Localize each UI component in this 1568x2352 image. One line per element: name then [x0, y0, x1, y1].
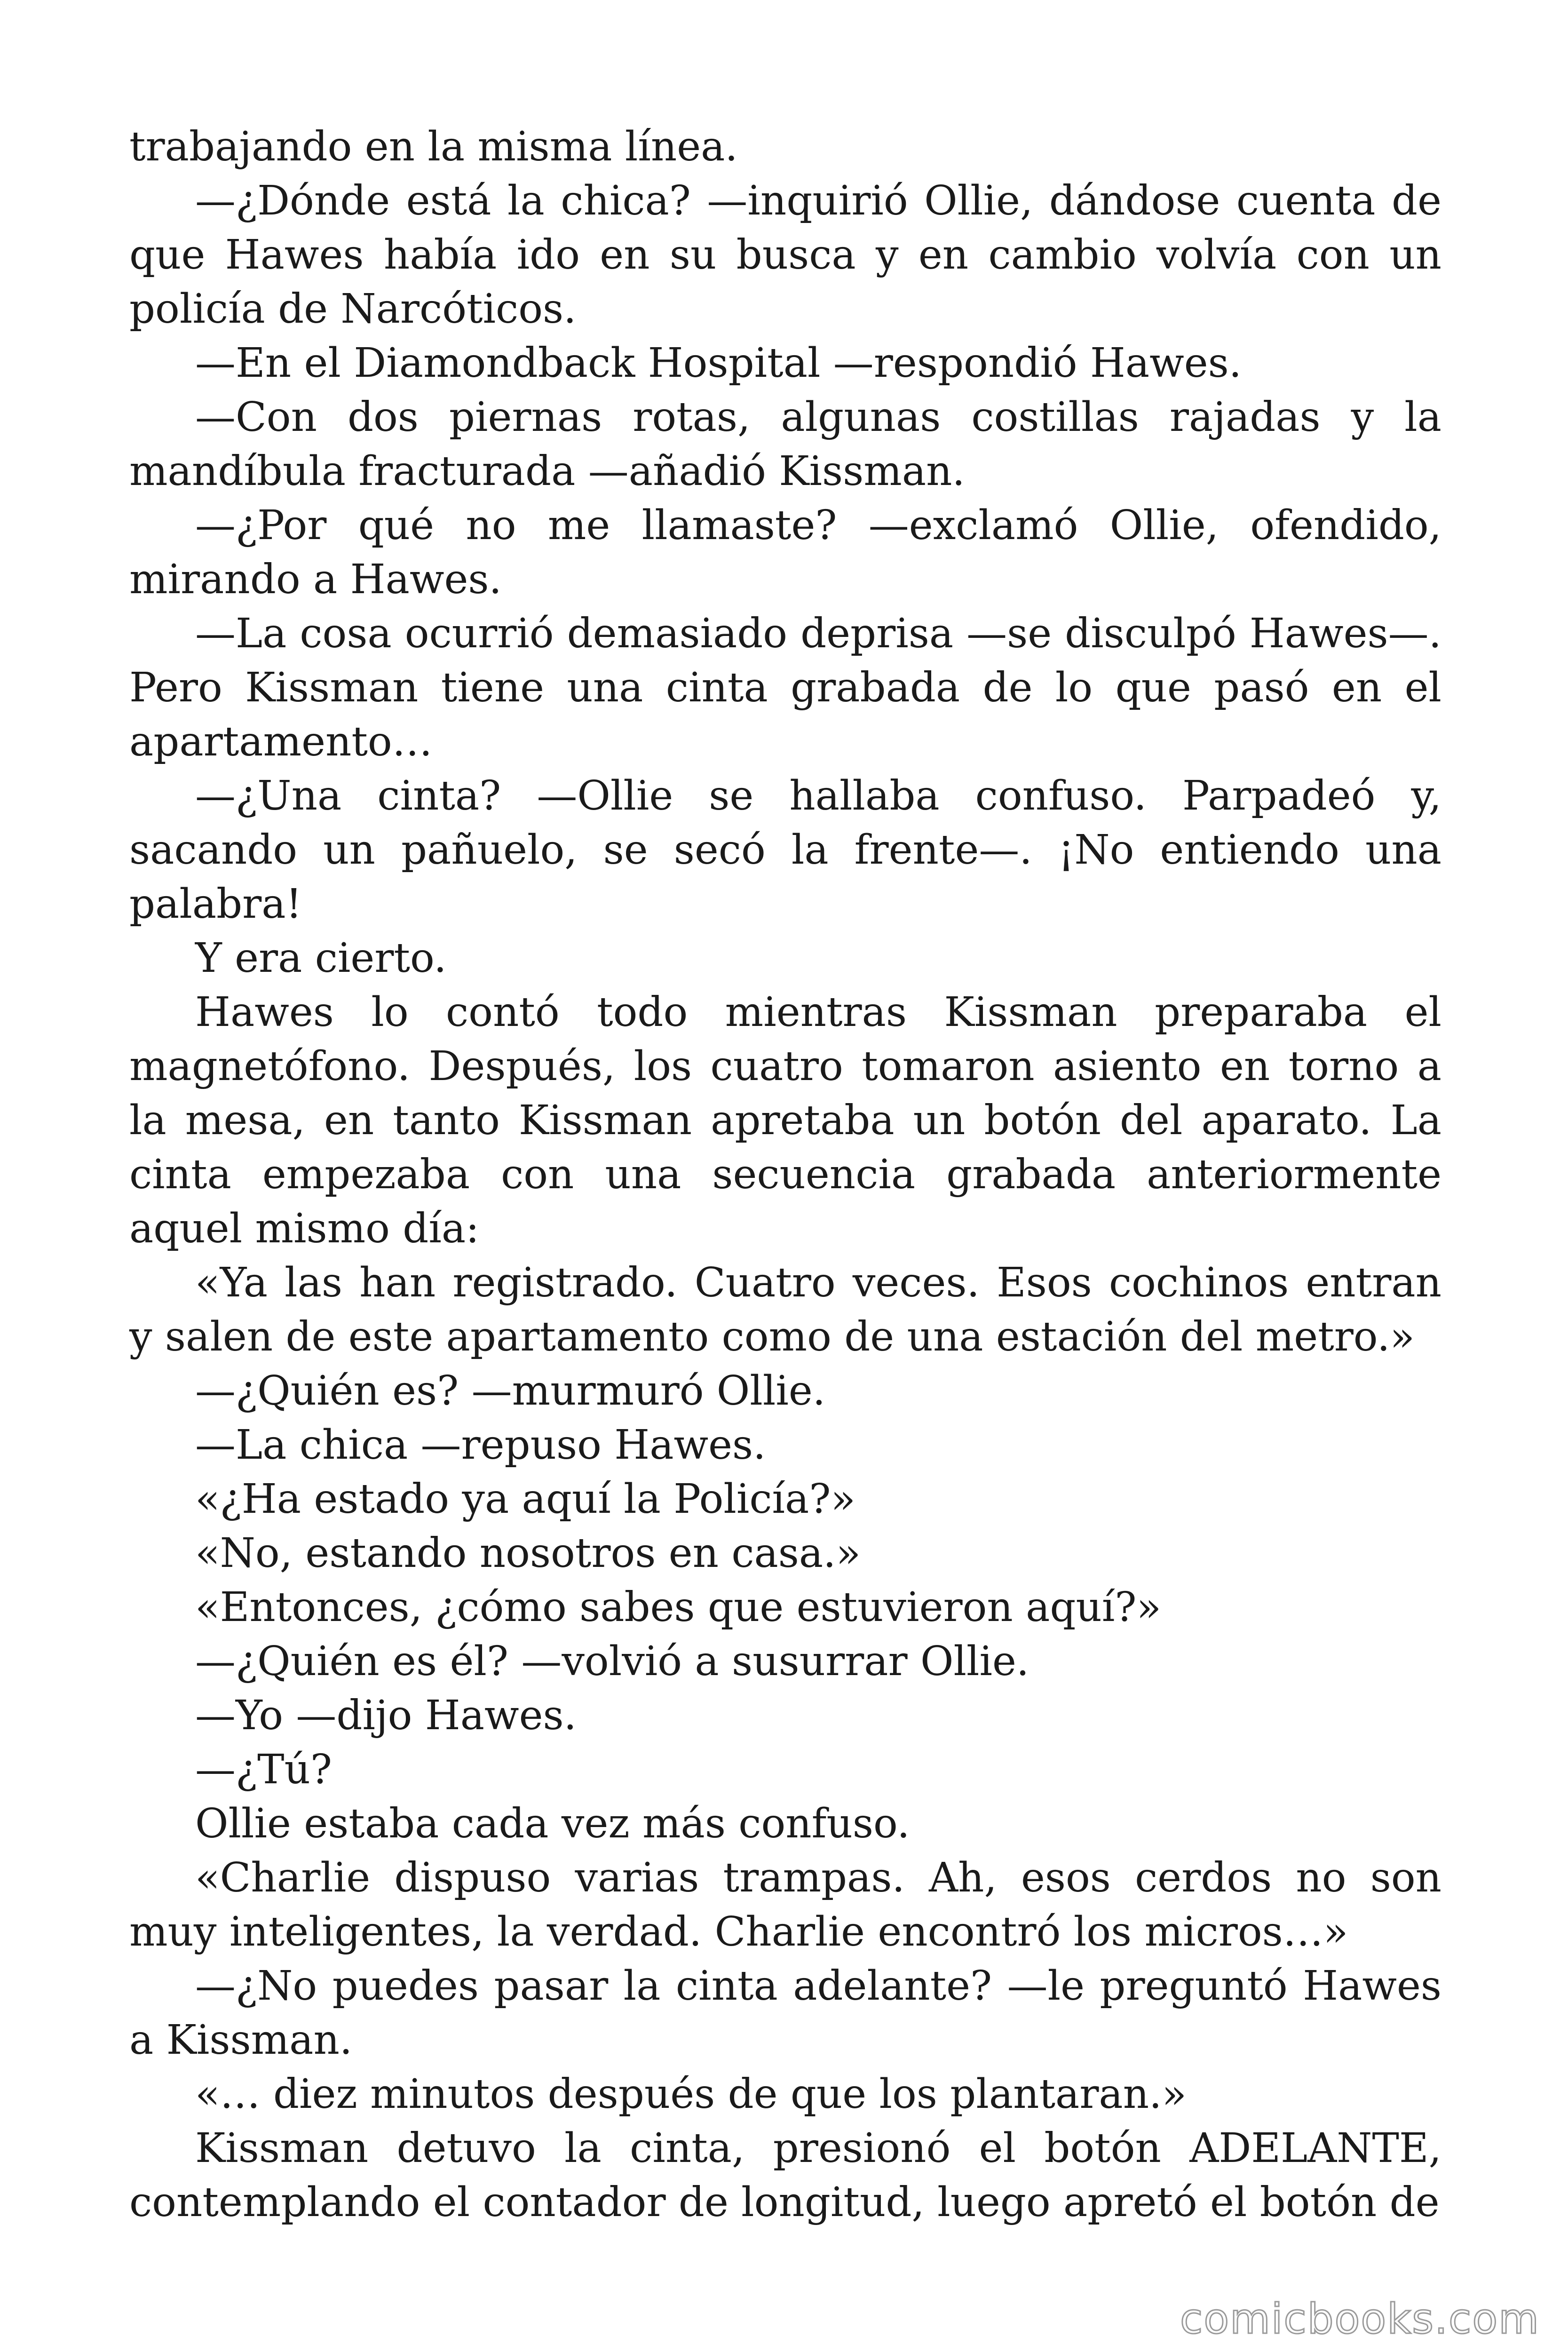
paragraph: Hawes lo contó todo mientras Kissman preparaba el magnetófono. Después, los cuatro tomaron asiento en torno a la mesa, en tanto Kissman apretaba un botón del aparato. La cinta empezaba con una secuencia grabada anteriormente aquel mismo día:	[129, 989, 1441, 1252]
paragraph: «Entonces, ¿cómo sabes que estuvieron aquí?»	[195, 1584, 1162, 1631]
paragraph: —La cosa ocurrió demasiado deprisa —se disculpó Hawes—. Pero Kissman tiene una cinta grabada de lo que pasó en el apartamento…	[129, 610, 1441, 765]
body-text	[129, 120, 1441, 2230]
paragraph: «Ya las han registrado. Cuatro veces. Esos cochinos entran y salen de este apartamento como de una estación del metro.»	[129, 1259, 1441, 1360]
paragraph: «No, estando nosotros en casa.»	[195, 1530, 861, 1577]
paragraph: «Charlie dispuso varias trampas. Ah, esos cerdos no son muy inteligentes, la verdad. Charlie encontró los micros…»	[129, 1854, 1441, 1955]
paragraph: «… diez minutos después de que los plantaran.»	[195, 2071, 1187, 2118]
paragraph: Kissman detuvo la cinta, presionó el botón ADELANTE, contemplando el contador de longitud, luego apretó el botón de	[129, 2125, 1441, 2226]
paragraph: trabajando en la misma línea.	[129, 123, 738, 170]
paragraph: Ollie estaba cada vez más confuso.	[195, 1800, 910, 1847]
paragraph: —¿Tú?	[195, 1746, 332, 1793]
paragraph: —¿Quién es? —murmuró Ollie.	[195, 1367, 826, 1414]
paragraph: —Con dos piernas rotas, algunas costillas rajadas y la mandíbula fracturada —añadió Kissman.	[129, 394, 1441, 495]
paragraph: —En el Diamondback Hospital —respondió Hawes.	[195, 340, 1242, 387]
paragraph: Y era cierto.	[195, 935, 447, 982]
paragraph: —¿No puedes pasar la cinta adelante? —le preguntó Hawes a Kissman.	[129, 1963, 1441, 2064]
watermark: comicbooks.com	[1180, 2295, 1540, 2343]
paragraph: —¿Dónde está la chica? —inquirió Ollie, dándose cuenta de que Hawes había ido en su busca y en cambio volvía con un policía de Narcóticos.	[129, 177, 1441, 333]
paragraph: —La chica —repuso Hawes.	[195, 1422, 766, 1469]
paragraph: —¿Una cinta? —Ollie se hallaba confuso. Parpadeó y, sacando un pañuelo, se secó la frente—. ¡No entiendo una palabra!	[129, 772, 1441, 928]
paragraph: «¿Ha estado ya aquí la Policía?»	[195, 1476, 856, 1523]
paragraph: —Yo —dijo Hawes.	[195, 1692, 577, 1739]
paragraph: —¿Quién es él? —volvió a susurrar Ollie.	[195, 1638, 1029, 1685]
paragraph: —¿Por qué no me llamaste? —exclamó Ollie, ofendido, mirando a Hawes.	[129, 502, 1441, 603]
